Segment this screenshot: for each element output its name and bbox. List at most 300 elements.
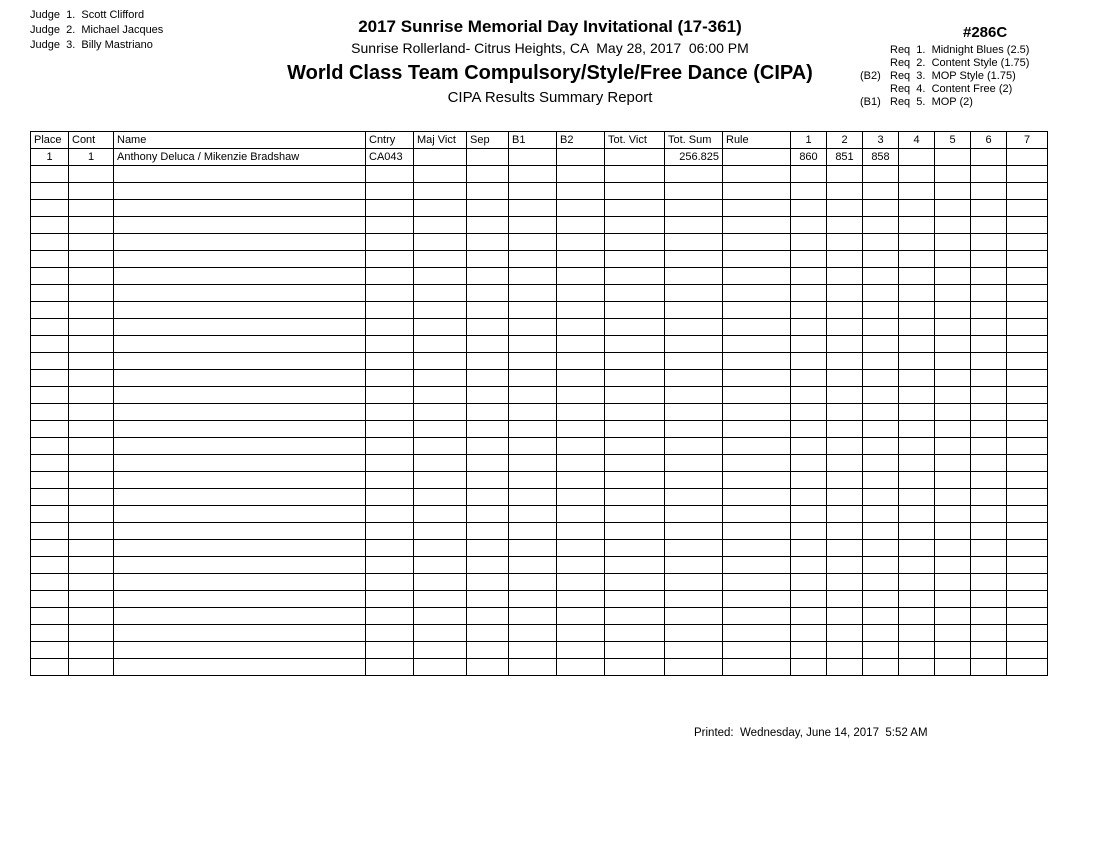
table-cell <box>1007 183 1048 200</box>
table-cell <box>114 217 366 234</box>
judge-line: Judge 2. Michael Jacques <box>30 24 164 36</box>
table-cell <box>605 370 665 387</box>
table-cell <box>971 285 1007 302</box>
table-cell <box>557 200 605 217</box>
table-row <box>31 370 1048 387</box>
table-cell <box>509 625 557 642</box>
table-cell <box>1007 625 1048 642</box>
table-row <box>31 659 1048 676</box>
table-cell <box>899 608 935 625</box>
table-cell <box>69 557 114 574</box>
table-cell <box>69 625 114 642</box>
table-cell <box>899 387 935 404</box>
column-header: 6 <box>971 132 1007 149</box>
table-cell <box>467 659 509 676</box>
table-cell <box>557 506 605 523</box>
table-cell <box>69 302 114 319</box>
table-cell <box>366 217 414 234</box>
table-cell <box>557 302 605 319</box>
table-cell <box>665 659 723 676</box>
table-cell <box>723 387 791 404</box>
table-cell <box>971 455 1007 472</box>
table-cell <box>899 200 935 217</box>
table-cell <box>971 183 1007 200</box>
table-cell <box>1007 642 1048 659</box>
table-cell <box>899 523 935 540</box>
column-header: B1 <box>509 132 557 149</box>
table-cell <box>114 404 366 421</box>
table-cell <box>114 302 366 319</box>
table-cell <box>605 200 665 217</box>
table-cell <box>557 642 605 659</box>
table-cell <box>827 608 863 625</box>
table-cell <box>791 166 827 183</box>
table-cell <box>827 557 863 574</box>
table-cell <box>31 591 69 608</box>
table-cell <box>605 540 665 557</box>
table-cell <box>1007 489 1048 506</box>
table-cell <box>863 268 899 285</box>
table-cell <box>31 336 69 353</box>
table-cell <box>723 268 791 285</box>
table-cell <box>605 183 665 200</box>
table-cell <box>827 370 863 387</box>
table-cell <box>414 302 467 319</box>
requirement-text: Req 3. MOP Style (1.75) <box>890 70 1016 82</box>
table-cell <box>114 523 366 540</box>
table-cell <box>557 166 605 183</box>
table-cell <box>863 608 899 625</box>
table-cell <box>366 608 414 625</box>
table-row <box>31 302 1048 319</box>
table-cell <box>366 370 414 387</box>
table-cell <box>31 642 69 659</box>
table-cell <box>723 353 791 370</box>
column-header: 2 <box>827 132 863 149</box>
table-cell <box>665 421 723 438</box>
table-cell <box>935 489 971 506</box>
table-cell <box>665 642 723 659</box>
table-cell <box>723 285 791 302</box>
table-cell <box>31 574 69 591</box>
table-cell <box>971 540 1007 557</box>
table-cell <box>366 438 414 455</box>
table-cell <box>31 489 69 506</box>
table-cell <box>1007 540 1048 557</box>
table-cell <box>69 234 114 251</box>
table-cell <box>605 455 665 472</box>
table-cell <box>791 625 827 642</box>
table-cell <box>467 404 509 421</box>
table-cell <box>827 200 863 217</box>
table-cell <box>665 574 723 591</box>
table-cell <box>414 319 467 336</box>
column-header: 5 <box>935 132 971 149</box>
table-cell <box>827 387 863 404</box>
table-cell <box>723 421 791 438</box>
table-cell <box>723 336 791 353</box>
table-cell <box>723 200 791 217</box>
table-cell <box>69 642 114 659</box>
table-cell <box>863 302 899 319</box>
table-cell <box>899 251 935 268</box>
table-row <box>31 336 1048 353</box>
table-cell <box>414 455 467 472</box>
requirement-line <box>860 44 1029 57</box>
table-cell <box>863 183 899 200</box>
table-cell <box>467 353 509 370</box>
table-row <box>31 574 1048 591</box>
table-cell <box>366 234 414 251</box>
table-cell <box>414 557 467 574</box>
table-cell <box>467 574 509 591</box>
requirement-prefix: (B2) <box>860 70 881 82</box>
table-cell <box>899 149 935 166</box>
table-cell <box>509 319 557 336</box>
table-cell <box>69 183 114 200</box>
table-cell <box>366 302 414 319</box>
table-row <box>31 608 1048 625</box>
table-cell <box>366 353 414 370</box>
table-cell <box>366 455 414 472</box>
table-cell <box>557 285 605 302</box>
table-cell <box>723 540 791 557</box>
table-cell <box>935 234 971 251</box>
table-cell <box>791 200 827 217</box>
table-cell <box>723 319 791 336</box>
table-cell <box>665 387 723 404</box>
table-cell: 858 <box>863 149 899 166</box>
table-cell <box>605 625 665 642</box>
table-row <box>31 251 1048 268</box>
table-cell <box>414 268 467 285</box>
table-cell <box>935 370 971 387</box>
table-cell <box>971 149 1007 166</box>
table-cell <box>665 183 723 200</box>
table-cell <box>31 472 69 489</box>
table-cell <box>1007 387 1048 404</box>
table-row <box>31 183 1048 200</box>
table-cell <box>791 370 827 387</box>
table-cell <box>114 353 366 370</box>
table-cell <box>69 166 114 183</box>
table-cell <box>971 523 1007 540</box>
table-cell <box>605 336 665 353</box>
table-cell <box>114 557 366 574</box>
judges-list <box>30 8 163 53</box>
table-cell <box>863 166 899 183</box>
table-cell <box>971 489 1007 506</box>
table-cell <box>791 574 827 591</box>
table-cell <box>863 285 899 302</box>
table-cell <box>1007 557 1048 574</box>
table-cell <box>863 387 899 404</box>
table-cell <box>509 234 557 251</box>
table-cell <box>366 387 414 404</box>
table-cell <box>665 302 723 319</box>
table-cell <box>557 370 605 387</box>
table-cell <box>69 251 114 268</box>
table-cell <box>723 625 791 642</box>
table-cell <box>1007 659 1048 676</box>
table-row <box>31 421 1048 438</box>
table-cell <box>467 319 509 336</box>
table-row <box>31 234 1048 251</box>
table-cell <box>69 523 114 540</box>
table-cell <box>899 353 935 370</box>
table-row <box>31 472 1048 489</box>
table-cell <box>414 421 467 438</box>
table-cell <box>935 591 971 608</box>
table-cell <box>827 625 863 642</box>
table-cell <box>971 574 1007 591</box>
table-cell <box>467 183 509 200</box>
table-cell <box>69 319 114 336</box>
table-cell <box>605 319 665 336</box>
table-cell <box>827 183 863 200</box>
table-cell <box>1007 353 1048 370</box>
table-cell <box>863 455 899 472</box>
table-cell <box>935 574 971 591</box>
table-cell <box>69 370 114 387</box>
table-cell <box>723 251 791 268</box>
table-row <box>31 557 1048 574</box>
table-cell <box>791 183 827 200</box>
table-cell <box>467 268 509 285</box>
table-cell <box>899 659 935 676</box>
table-cell <box>509 217 557 234</box>
table-cell <box>971 421 1007 438</box>
table-cell <box>467 200 509 217</box>
table-cell <box>69 268 114 285</box>
table-cell <box>114 319 366 336</box>
table-cell <box>791 608 827 625</box>
table-cell <box>863 523 899 540</box>
table-cell <box>366 489 414 506</box>
table-cell <box>1007 506 1048 523</box>
table-cell <box>414 217 467 234</box>
table-cell <box>605 438 665 455</box>
printed-timestamp: Printed: Wednesday, June 14, 2017 5:52 AM <box>694 727 928 739</box>
table-cell <box>971 659 1007 676</box>
table-cell <box>114 438 366 455</box>
table-cell <box>366 506 414 523</box>
table-cell <box>557 353 605 370</box>
table-cell <box>899 166 935 183</box>
table-cell <box>31 234 69 251</box>
table-cell <box>69 404 114 421</box>
table-cell <box>935 302 971 319</box>
table-cell <box>509 387 557 404</box>
table-cell <box>935 557 971 574</box>
table-cell <box>827 217 863 234</box>
table-cell <box>899 438 935 455</box>
table-cell <box>791 251 827 268</box>
table-cell: 860 <box>791 149 827 166</box>
column-header: 3 <box>863 132 899 149</box>
table-cell <box>827 404 863 421</box>
table-cell <box>899 574 935 591</box>
table-cell <box>605 574 665 591</box>
table-cell <box>971 506 1007 523</box>
table-cell <box>863 540 899 557</box>
table-cell <box>467 540 509 557</box>
table-cell <box>366 404 414 421</box>
table-cell <box>509 353 557 370</box>
table-cell <box>863 659 899 676</box>
table-cell <box>31 455 69 472</box>
table-cell <box>1007 438 1048 455</box>
table-cell <box>1007 608 1048 625</box>
table-cell <box>899 455 935 472</box>
table-cell <box>935 642 971 659</box>
table-cell <box>414 234 467 251</box>
table-cell <box>935 251 971 268</box>
table-cell <box>366 285 414 302</box>
table-cell <box>791 234 827 251</box>
table-row <box>31 591 1048 608</box>
table-cell <box>557 455 605 472</box>
table-cell <box>935 183 971 200</box>
table-cell <box>467 251 509 268</box>
table-cell <box>863 438 899 455</box>
table-cell <box>366 336 414 353</box>
table-cell <box>723 574 791 591</box>
table-cell <box>31 200 69 217</box>
table-row <box>31 217 1048 234</box>
table-cell <box>723 234 791 251</box>
table-cell <box>31 319 69 336</box>
table-cell <box>1007 319 1048 336</box>
table-cell <box>366 540 414 557</box>
table-cell <box>605 268 665 285</box>
table-cell <box>31 183 69 200</box>
table-cell <box>827 642 863 659</box>
table-cell <box>414 489 467 506</box>
table-cell <box>31 506 69 523</box>
table-cell <box>971 251 1007 268</box>
table-cell <box>509 642 557 659</box>
table-cell <box>605 217 665 234</box>
table-cell <box>557 234 605 251</box>
column-header: 1 <box>791 132 827 149</box>
table-cell <box>69 659 114 676</box>
table-cell <box>557 387 605 404</box>
column-header: Maj Vict <box>414 132 467 149</box>
table-cell <box>414 370 467 387</box>
table-cell <box>827 591 863 608</box>
table-cell <box>69 455 114 472</box>
table-cell <box>665 336 723 353</box>
table-cell: 1 <box>69 149 114 166</box>
table-cell <box>971 166 1007 183</box>
table-cell <box>509 302 557 319</box>
table-cell <box>605 302 665 319</box>
table-cell <box>971 557 1007 574</box>
table-cell <box>1007 455 1048 472</box>
table-cell <box>935 540 971 557</box>
table-row <box>31 319 1048 336</box>
table-cell <box>509 251 557 268</box>
table-cell <box>971 608 1007 625</box>
table-cell <box>1007 149 1048 166</box>
venue-date-line: Sunrise Rollerland- Citrus Heights, CA May 28, 2017 06:00 PM <box>351 40 749 56</box>
table-cell <box>791 268 827 285</box>
table-cell <box>509 183 557 200</box>
table-cell <box>509 489 557 506</box>
table-cell <box>827 438 863 455</box>
table-cell <box>971 336 1007 353</box>
table-cell <box>557 268 605 285</box>
table-cell <box>557 523 605 540</box>
table-cell <box>665 472 723 489</box>
competition-title: 2017 Sunrise Memorial Day Invitational (17-361) <box>358 17 742 36</box>
table-cell <box>899 540 935 557</box>
table-cell <box>366 523 414 540</box>
table-cell <box>467 217 509 234</box>
table-cell <box>971 217 1007 234</box>
table-cell <box>605 472 665 489</box>
table-row <box>31 353 1048 370</box>
table-cell <box>509 523 557 540</box>
table-cell <box>665 404 723 421</box>
table-cell <box>791 489 827 506</box>
table-cell <box>414 149 467 166</box>
table-cell <box>509 574 557 591</box>
table-cell <box>69 472 114 489</box>
table-cell <box>414 183 467 200</box>
table-cell <box>863 472 899 489</box>
table-cell <box>414 438 467 455</box>
table-cell <box>971 642 1007 659</box>
table-cell <box>665 285 723 302</box>
table-cell <box>827 268 863 285</box>
table-cell <box>899 370 935 387</box>
table-cell <box>114 268 366 285</box>
table-cell <box>69 608 114 625</box>
table-cell <box>509 472 557 489</box>
table-row <box>31 149 1048 166</box>
table-cell <box>467 149 509 166</box>
table-cell <box>366 591 414 608</box>
table-cell <box>31 285 69 302</box>
table-cell <box>791 421 827 438</box>
table-cell <box>665 217 723 234</box>
table-cell <box>557 472 605 489</box>
table-cell <box>665 557 723 574</box>
table-cell <box>935 523 971 540</box>
table-cell <box>899 421 935 438</box>
table-cell <box>1007 200 1048 217</box>
table-row <box>31 506 1048 523</box>
table-cell <box>31 387 69 404</box>
table-row <box>31 540 1048 557</box>
table-cell <box>366 319 414 336</box>
table-cell <box>1007 285 1048 302</box>
table-cell <box>31 268 69 285</box>
requirement-line <box>860 57 1029 70</box>
table-cell <box>414 642 467 659</box>
table-cell <box>1007 251 1048 268</box>
table-cell <box>557 489 605 506</box>
table-cell <box>69 421 114 438</box>
table-cell <box>114 608 366 625</box>
requirement-line <box>860 96 1029 109</box>
table-cell <box>1007 234 1048 251</box>
table-cell <box>114 421 366 438</box>
table-cell <box>366 183 414 200</box>
table-cell <box>827 489 863 506</box>
